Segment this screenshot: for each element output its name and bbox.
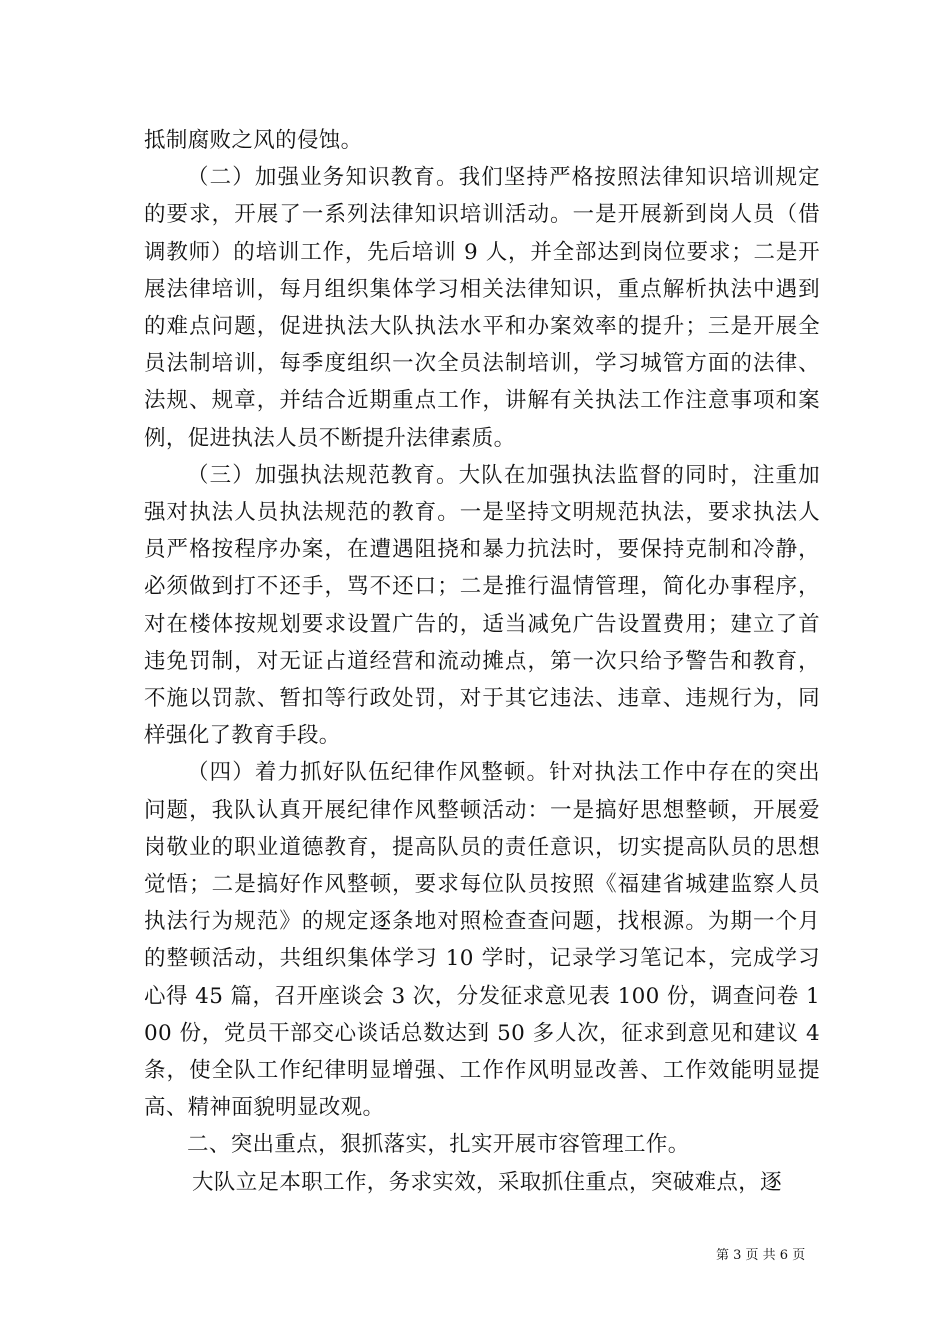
paragraph-continuation: 抵制腐败之风的侵蚀。 <box>144 128 363 153</box>
section-heading-city-appearance: 二、突出重点，狠抓落实，扎实开展市容管理工作。 <box>187 1132 690 1158</box>
page-number-footer: 第 3 页 共 6 页 <box>716 1248 806 1263</box>
paragraph-business-knowledge-education: （二）加强业务知识教育。我们坚持严格按照法律知识培训规定的要求，开展了一系列法律知识培训活动。一是开展新到岗人员（借调教师）的培训工作，先后培训 9 人，并全部达到岗位要求；二是开展法律培训，每月组织集体学习相关法律知识，重点解析执法中遇到的难点问题，促进执法大队执法水平和办案效率的提升；三是开展全员法制培训，每季度组织一次全员法制培训，学习城管方面的法律、法规、规章，并结合近期重点工作，讲解有关执法工作注意事项和案例，促进执法人员不断提升法律素质。 <box>144 165 820 451</box>
paragraph-discipline-rectification: （四）着力抓好队伍纪律作风整顿。针对执法工作中存在的突出问题，我队认真开展纪律作风整顿活动：一是搞好思想整顿，开展爱岗敬业的职业道德教育，提高队员的责任意识，切实提高队员的思想觉悟；二是搞好作风整顿，要求每位队员按照《福建省城建监察人员执法行为规范》的规定逐条地对照检查查问题，找根源。为期一个月的整顿活动，共组织集体学习 10 学时，记录学习笔记本，完成学习心得 45 篇，召开座谈会 3 次，分发征求意见表 100 份，调查问卷 100 份，党员干部交心谈话总数达到 50 多人次，征求到意见和建议 4 条，使全队工作纪律明显增强、工作作风明显改善、工作效能明显提高、精神面貌明显改观。 <box>144 760 820 1121</box>
paragraph-brigade-work: 大队立足本职工作，务求实效，采取抓住重点，突破难点，逐 <box>192 1169 782 1195</box>
paragraph-law-enforcement-standards: （三）加强执法规范教育。大队在加强执法监督的同时，注重加强对执法人员执法规范的教育。一是坚持文明规范执法，要求执法人员严格按程序办案，在遭遇阻挠和暴力抗法时，要保持克制和冷静，必须做到打不还手，骂不还口；二是推行温情管理，简化办事程序，对在楼体按规划要求设置广告的，适当减免广告设置费用；建立了首违免罚制，对无证占道经营和流动摊点，第一次只给予警告和教育，不施以罚款、暂扣等行政处罚，对于其它违法、违章、违规行为，同样强化了教育手段。 <box>144 462 820 749</box>
document-body <box>144 122 820 1201</box>
